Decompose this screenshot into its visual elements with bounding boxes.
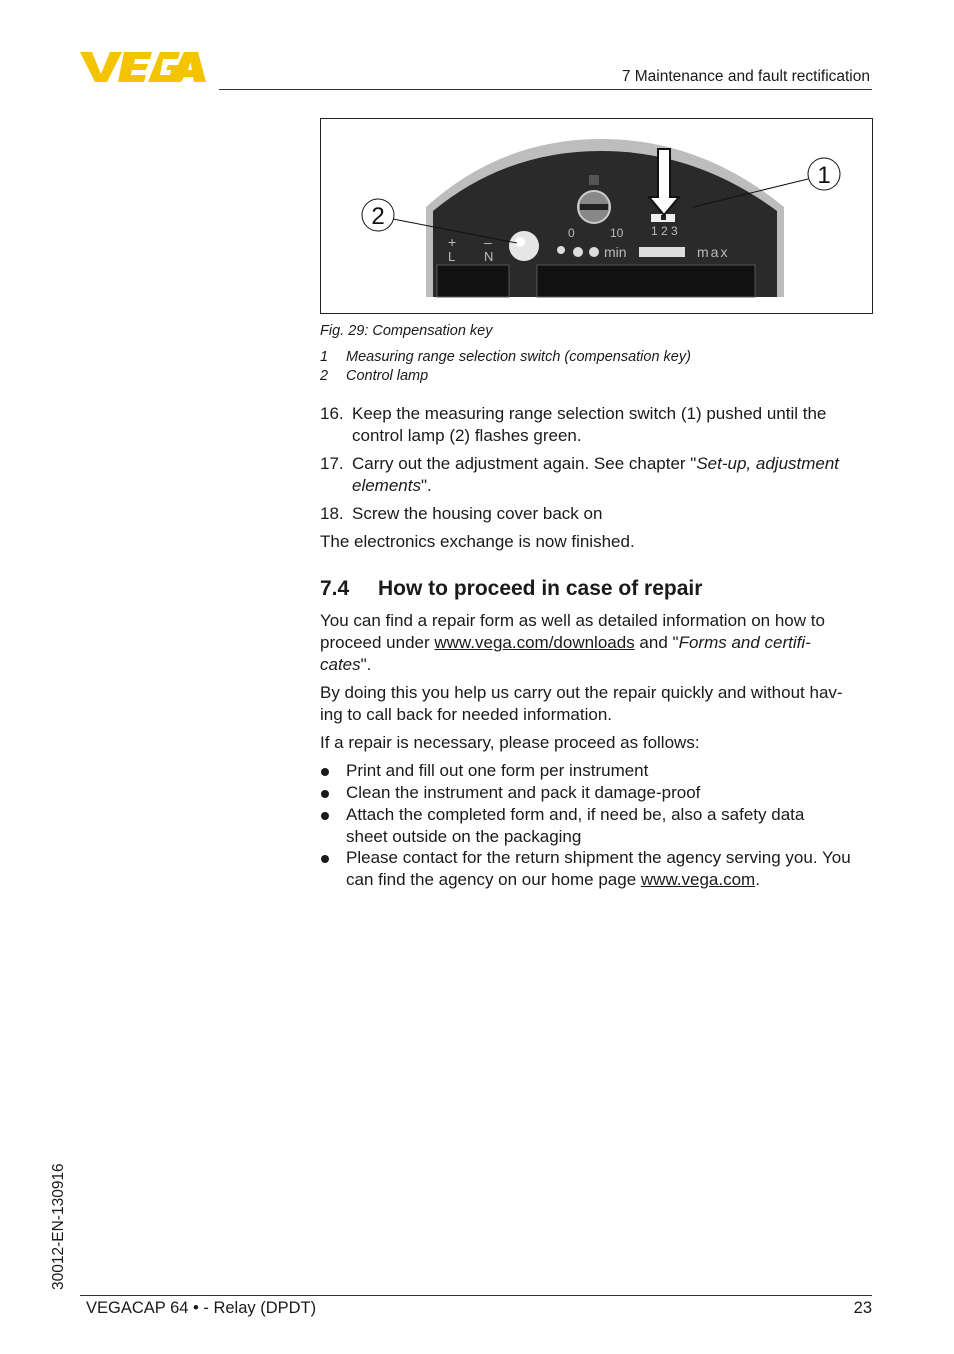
header-rule [219, 89, 872, 90]
step-text: Keep the measuring range selection switch (1) pushed until the [352, 404, 827, 423]
document-code: 30012-EN-130916 [50, 1163, 67, 1290]
callout-2-number: 2 [371, 203, 385, 230]
footer-product-name: VEGACAP 64 • - Relay (DPDT) [86, 1299, 317, 1317]
figure-caption: Fig. 29: Compensation key [320, 323, 493, 339]
terminal-minus: – [484, 234, 492, 250]
legend-text: Measuring range selection switch (compensation key) [346, 349, 691, 365]
control-lamp-highlight [515, 237, 525, 247]
footer-rule [80, 1295, 872, 1296]
bullet-item [320, 847, 880, 891]
bullet-text: Please contact for the return shipment the agency serving you. You [346, 848, 851, 867]
chapter-reference: Set-up, adjustment [696, 454, 840, 473]
step-text: ". [420, 476, 432, 495]
downloads-link[interactable]: www.vega.com/downloads [434, 633, 635, 652]
indicator-dot [589, 247, 599, 257]
paragraph-text: ". [360, 655, 372, 674]
step-18 [320, 503, 880, 525]
paragraph-text: ing to call back for needed information. [320, 705, 613, 724]
bullet-text: Attach the completed form and, if need be, also a safety data [346, 805, 805, 824]
forms-reference: Forms and certifi- [678, 633, 811, 652]
bullet-dot [321, 812, 329, 820]
display-window [537, 265, 755, 297]
section-title: How to proceed in case of repair [378, 577, 703, 600]
slider-bar [639, 247, 685, 257]
homepage-link[interactable]: www.vega.com [640, 870, 756, 889]
potentiometer-cap [589, 175, 599, 185]
bullet-text: Print and fill out one form per instrument [346, 761, 649, 780]
repair-paragraph-1 [320, 610, 875, 676]
bullet-item [320, 782, 880, 804]
dial-min-value: 0 [568, 226, 575, 240]
bullet-text: can find the agency on our home page [346, 870, 641, 889]
terminal-l: L [448, 249, 456, 264]
section-number: 7.4 [320, 577, 350, 600]
indicator-dot [573, 247, 583, 257]
step-number: 16. [320, 404, 344, 423]
page-number: 23 [853, 1299, 872, 1317]
bullet-item [320, 760, 880, 782]
figure-compensation-key [320, 118, 873, 314]
vega-logo [80, 50, 212, 84]
bullet-dot [321, 855, 329, 863]
paragraph-text: You can find a repair form as well as detailed information on how to [320, 611, 825, 630]
step-text: Screw the housing cover back on [352, 504, 603, 523]
step-text: control lamp (2) flashes green. [352, 426, 582, 445]
bullet-item [320, 804, 880, 848]
callout-1-number: 1 [817, 162, 831, 189]
bullet-text: Clean the instrument and pack it damage-proof [346, 783, 701, 802]
label-max: max [697, 244, 730, 260]
finished-text: The electronics exchange is now finished. [320, 532, 635, 551]
paragraph-text: By doing this you help us carry out the repair quickly and without hav- [320, 683, 843, 702]
bullet-dot [321, 790, 329, 798]
legend-item [320, 349, 691, 365]
figure-illustration [321, 119, 873, 314]
legend-text: Control lamp [346, 368, 429, 384]
switch-positions: 1 2 3 [651, 224, 678, 238]
step-text: Carry out the adjustment again. See chapter " [352, 454, 697, 473]
paragraph-text: proceed under [320, 633, 435, 652]
section-heading [320, 577, 702, 601]
terminal-n: N [484, 249, 494, 264]
indicator-dot [557, 246, 565, 254]
dial-max-value: 10 [610, 226, 624, 240]
repair-paragraph-2 [320, 682, 875, 726]
repair-paragraph-3: If a repair is necessary, please proceed as follows: [320, 733, 700, 752]
step-number: 18. [320, 504, 344, 523]
legend-item [320, 368, 428, 384]
terminal-window [437, 265, 509, 297]
control-lamp [509, 231, 539, 261]
step-number: 17. [320, 454, 344, 473]
potentiometer-slot [580, 204, 608, 210]
legend-number: 2 [320, 368, 329, 384]
step-16 [320, 403, 880, 447]
header-section-title: 7 Maintenance and fault rectification [621, 68, 870, 85]
paragraph-text: and " [634, 633, 679, 652]
bullet-text: sheet outside on the packaging [346, 827, 582, 846]
bullet-text: . [755, 870, 760, 889]
terminal-plus: + [448, 234, 457, 250]
forms-reference: cates [320, 655, 361, 674]
step-17 [320, 453, 880, 497]
legend-number: 1 [320, 349, 329, 365]
chapter-reference: elements [352, 476, 421, 495]
bullet-dot [321, 768, 329, 776]
label-min: min [604, 244, 627, 260]
